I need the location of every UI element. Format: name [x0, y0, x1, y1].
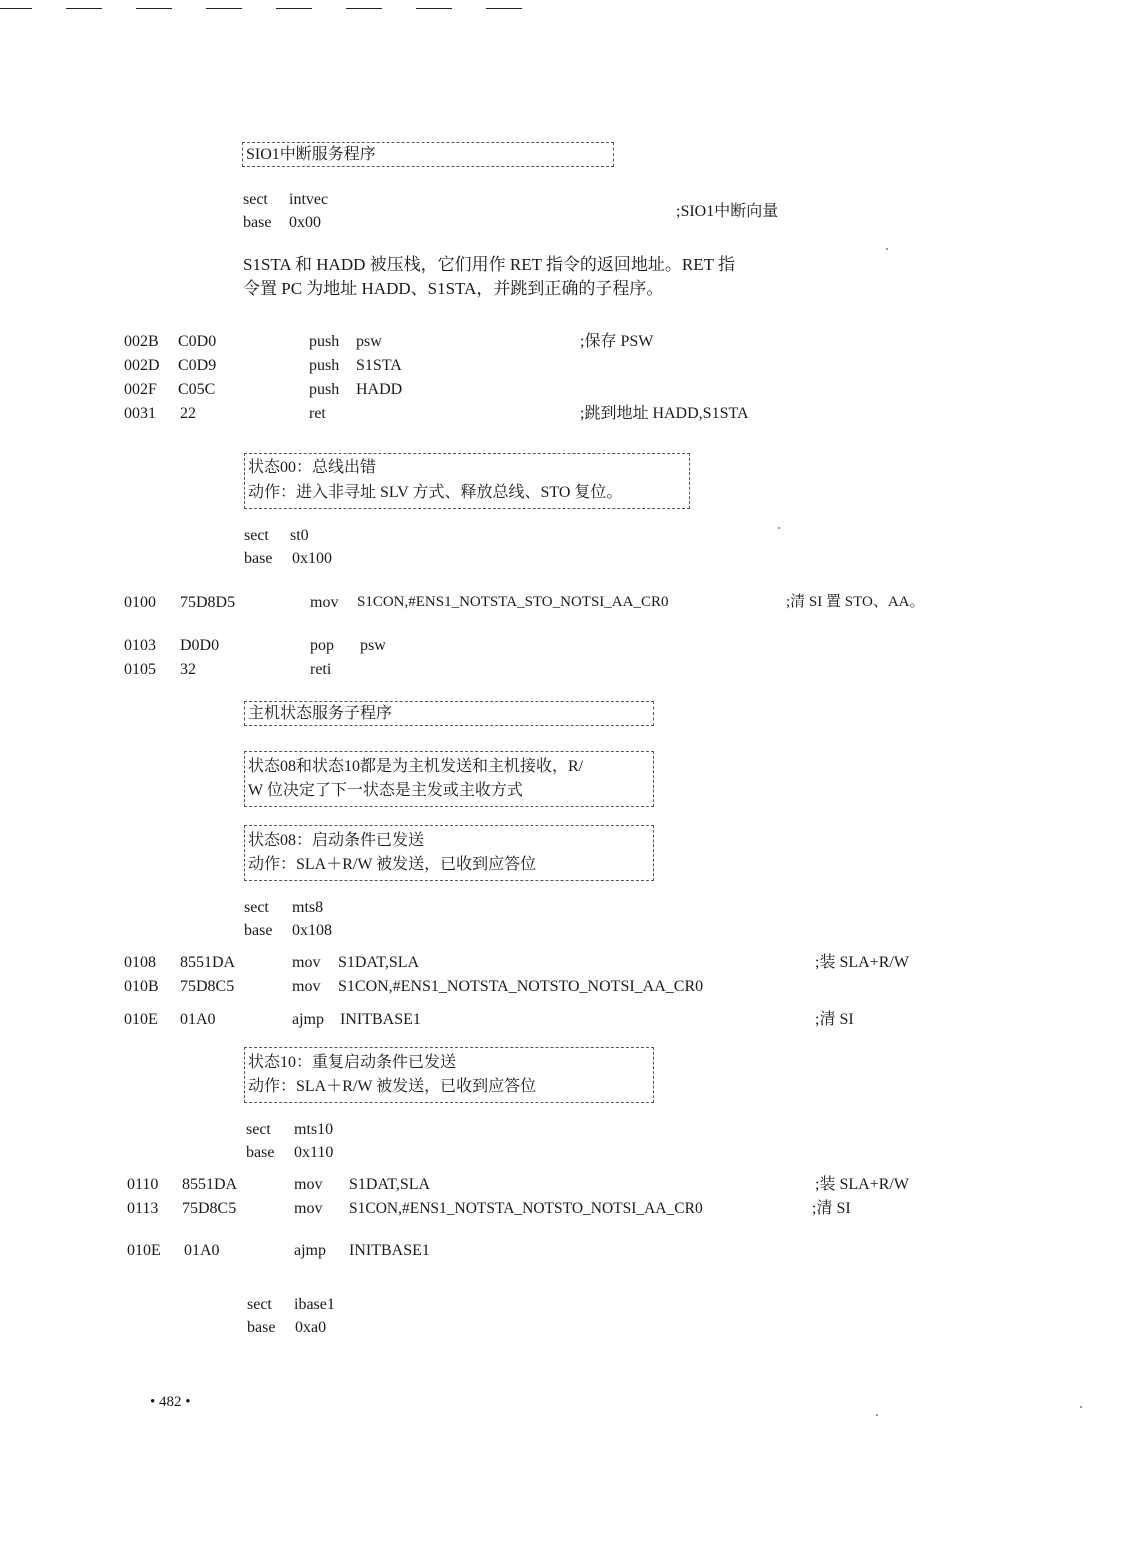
base-mts8-keyword: base — [244, 922, 273, 939]
addr: 010B — [124, 978, 159, 995]
opcode: 01A0 — [184, 1242, 220, 1259]
info-line: W 位决定了下一状态是主发或主收方式 — [248, 782, 523, 799]
mnemonic: reti — [310, 661, 332, 678]
opcode: C05C — [178, 381, 216, 398]
addr: 0113 — [127, 1200, 159, 1217]
operand: S1DAT,SLA — [349, 1176, 431, 1193]
addr: 0110 — [127, 1176, 159, 1193]
base-st0-addr: 0x100 — [292, 550, 332, 567]
addr: 0105 — [124, 661, 156, 678]
intro-line: S1STA 和 HADD 被压栈，它们用作 RET 指令的返回地址。RET 指 — [243, 255, 735, 274]
addr: 0100 — [124, 594, 156, 611]
opcode: C0D0 — [178, 333, 217, 350]
comment: ;装 SLA+R/W — [815, 1176, 909, 1193]
scan-speck — [1080, 1406, 1082, 1408]
scan-speck — [876, 1414, 878, 1416]
base-st0-keyword: base — [244, 550, 273, 567]
comment: ;清 SI — [812, 1200, 851, 1217]
opcode: 75D8C5 — [180, 978, 235, 995]
opcode: C0D9 — [178, 357, 217, 374]
operand: S1CON,#ENS1_NOTSTA_NOTSTO_NOTSI_AA_CR0 — [338, 978, 704, 995]
scan-speck — [886, 248, 888, 250]
sect-ibase1-keyword: sect — [247, 1296, 272, 1313]
info-box — [244, 751, 654, 807]
opcode: 75D8C5 — [182, 1200, 237, 1217]
operand: HADD — [356, 381, 403, 398]
opcode: 32 — [180, 661, 196, 678]
mnemonic: ret — [309, 405, 326, 422]
opcode: 75D8D5 — [180, 594, 236, 611]
comment: ;清 SI 置 STO、AA。 — [786, 594, 925, 610]
operand: INITBASE1 — [349, 1242, 430, 1259]
sect-st0-name: st0 — [290, 527, 309, 544]
base-intvec-addr: 0x00 — [289, 214, 321, 231]
scan-speck — [778, 527, 780, 529]
header-title: SIO1中断服务程序 — [246, 146, 376, 163]
addr: 010E — [124, 1011, 158, 1028]
state10-action: 动作：SLA＋R/W 被发送，已收到应答位 — [248, 1078, 537, 1095]
mnemonic: mov — [294, 1200, 323, 1217]
sect-ibase1-name: ibase1 — [294, 1296, 335, 1313]
addr: 002B — [124, 333, 159, 350]
mnemonic: push — [309, 357, 340, 374]
state08-action: 动作：SLA＋R/W 被发送，已收到应答位 — [248, 856, 537, 873]
base-ibase1-addr: 0xa0 — [295, 1319, 327, 1336]
mnemonic: ajmp — [294, 1242, 326, 1259]
state00-box — [244, 453, 690, 509]
sect-mts10-keyword: sect — [246, 1121, 271, 1138]
state00-action: 动作：进入非寻址 SLV 方式、释放总线、STO 复位。 — [248, 484, 623, 501]
operand: INITBASE1 — [340, 1011, 421, 1028]
state08-box — [244, 825, 654, 881]
mnemonic: mov — [292, 954, 321, 971]
mnemonic: mov — [292, 978, 321, 995]
opcode: D0D0 — [180, 637, 220, 654]
sect-intvec-keyword: sect — [243, 191, 268, 208]
page-number: • 482 • — [150, 1394, 191, 1410]
intro-line: 令置 PC 为地址 HADD、S1STA，并跳到正确的子程序。 — [243, 279, 664, 298]
mnemonic: push — [309, 381, 340, 398]
addr: 0031 — [124, 405, 156, 422]
comment: ;清 SI — [815, 1011, 854, 1028]
base-mts8-addr: 0x108 — [292, 922, 332, 939]
sect-mts8-name: mts8 — [292, 899, 324, 916]
opcode: 01A0 — [180, 1011, 216, 1028]
state10-box — [244, 1047, 654, 1103]
base-intvec-keyword: base — [243, 214, 272, 231]
base-ibase1-keyword: base — [247, 1319, 276, 1336]
addr: 0108 — [124, 954, 156, 971]
base-mts10-keyword: base — [246, 1144, 275, 1161]
master-state-box — [244, 701, 654, 726]
mnemonic: ajmp — [292, 1011, 324, 1028]
addr: 010E — [127, 1242, 161, 1259]
sect-mts10-name: mts10 — [294, 1121, 334, 1138]
operand: S1STA — [356, 357, 402, 374]
operand: S1CON,#ENS1_NOTSTA_STO_NOTSI_AA_CR0 — [357, 594, 669, 610]
sect-st0-keyword: sect — [244, 527, 269, 544]
operand: psw — [360, 637, 386, 654]
addr: 0103 — [124, 637, 156, 654]
mnemonic: mov — [294, 1176, 323, 1193]
state10-title: 状态10：重复启动条件已发送 — [248, 1054, 457, 1071]
operand: S1DAT,SLA — [338, 954, 420, 971]
master-state-title: 主机状态服务子程序 — [248, 705, 393, 722]
sect-intvec-comment: ;SIO1中断向量 — [676, 203, 779, 220]
comment: ;跳到地址 HADD,S1STA — [580, 405, 749, 422]
mnemonic: push — [309, 333, 340, 350]
state00-title: 状态00：总线出错 — [248, 459, 377, 476]
opcode: 8551DA — [180, 954, 236, 971]
sect-mts8-keyword: sect — [244, 899, 269, 916]
operand: psw — [356, 333, 382, 350]
opcode: 8551DA — [182, 1176, 238, 1193]
operand: S1CON,#ENS1_NOTSTA_NOTSTO_NOTSI_AA_CR0 — [349, 1200, 703, 1217]
comment: ;装 SLA+R/W — [815, 954, 909, 971]
header-box — [242, 142, 614, 167]
sect-intvec-name: intvec — [289, 191, 329, 208]
info-line: 状态08和状态10都是为主机发送和主机接收，R/ — [248, 758, 584, 775]
mnemonic: pop — [310, 637, 334, 654]
base-mts10-addr: 0x110 — [294, 1144, 334, 1161]
mnemonic: mov — [310, 594, 339, 611]
addr: 002D — [124, 357, 160, 374]
comment: ;保存 PSW — [580, 333, 654, 350]
addr: 002F — [124, 381, 157, 398]
opcode: 22 — [180, 405, 196, 422]
state08-title: 状态08：启动条件已发送 — [248, 832, 425, 849]
